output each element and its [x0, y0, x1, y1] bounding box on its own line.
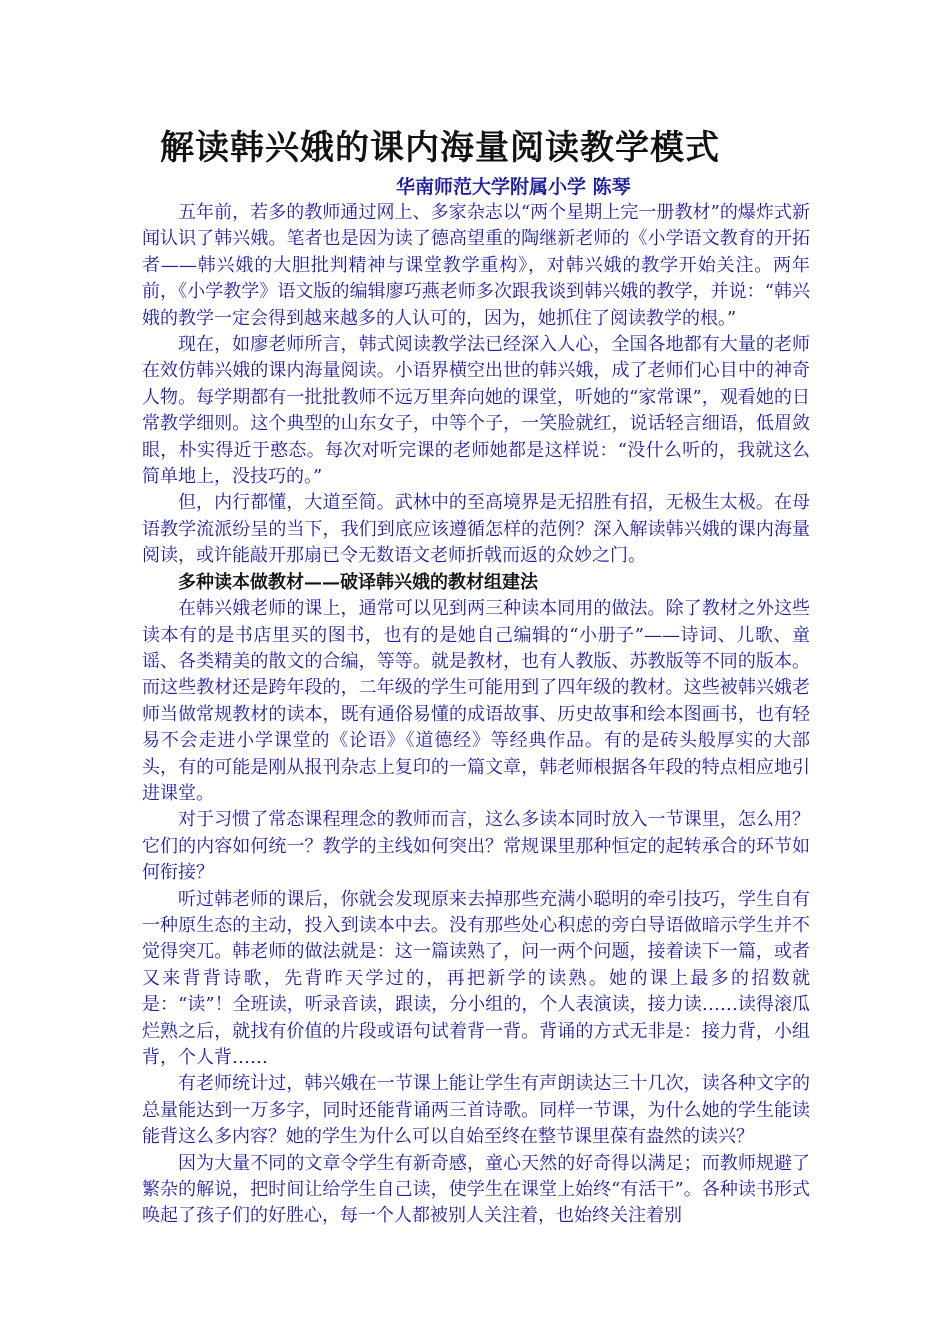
section-heading: 多种读本做教材——破译韩兴娥的教材组建法 [178, 571, 538, 593]
document-author: 华南师范大学附属小学 陈琴 [396, 176, 631, 198]
paragraph: 五年前，若多的教师通过网上、多家杂志以“两个星期上完一册教材”的爆炸式新闻认识了韩兴娥。笔者也是因为读了德高望重的陶继新老师的《小学语文教育的开拓者——韩兴娥的大胆批判精神与课堂教学重构》，对韩兴娥的教学开始关注。两年前，《小学教学》语文版的编辑廖巧燕老师多次跟我谈到韩兴娥的教学，并说：“韩兴娥的教学一定会得到越来越多的人认可的，因为，她抓住了阅读教学的根。” [142, 202, 810, 329]
document-body [142, 200, 810, 1230]
paragraph: 听过韩老师的课后，你就会发现原来去掉那些充满小聪明的牵引技巧，学生自有一种原生态的主动，投入到读本中去。没有那些处心积虑的旁白导语做暗示学生并不觉得突兀。韩老师的做法就是：这一篇读熟了，问一两个问题，接着读下一篇，或者又来背背诗歌，先背昨天学过的，再把新学的读熟。她的课上最多的招数就是：“读”！全班读，听录音读，跟读，分小组的，个人表演读，接力读……读得滚瓜烂熟之后，就找有价值的片段或语句试着背一背。背诵的方式无非是：接力背，小组背，个人背…… [142, 888, 810, 1068]
paragraph: 因为大量不同的文章令学生有新奇感，童心天然的好奇得以满足；而教师规避了繁杂的解说，把时间让给学生自己读，使学生在课堂上始终“有活干”。各种读书形式唤起了孩子们的好胜心，每一个人都被别人关注着，也始终关注着别 [142, 1152, 810, 1227]
paragraph: 但，内行都懂，大道至简。武林中的至高境界是无招胜有招，无极生太极。在母语教学流派纷呈的当下，我们到底应该遵循怎样的范例？深入解读韩兴娥的课内海量阅读，或许能敲开那扇已令无数语文老师折戟而返的众妙之门。 [142, 492, 810, 567]
paragraph: 有老师统计过，韩兴娥在一节课上能让学生有声朗读达三十几次，读各种文字的总量能达到一万多字，同时还能背诵两三首诗歌。同样一节课，为什么她的学生能读能背这么多内容？她的学生为什么可以自始至终在整节课里葆有盎然的读兴？ [142, 1073, 810, 1148]
paragraph: 在韩兴娥老师的课上，通常可以见到两三种读本同用的做法。除了教材之外这些读本有的是书店里买的图书，也有的是她自己编辑的“小册子”——诗词、儿歌、童谣、各类精美的散文的合编，等等。就是教材，也有人教版、苏教版等不同的版本。而这些教材还是跨年段的，二年级的学生可能用到了四年级的教材。这些被韩兴娥老师当做常规教材的读本，既有通俗易懂的成语故事、历史故事和绘本图画书，也有轻易不会走进小学课堂的《论语》《道德经》等经典作品。有的是砖头般厚实的大部头，有的可能是刚从报刊杂志上复印的一篇文章，韩老师根据各年段的特点相应地引进课堂。 [142, 598, 810, 804]
paragraph: 现在，如廖老师所言，韩式阅读教学法已经深入人心，全国各地都有大量的老师在效仿韩兴娥的课内海量阅读。小语界横空出世的韩兴娥，成了老师们心目中的神奇人物。每学期都有一批批教师不远万里奔向她的课堂，听她的“家常课”，观看她的日常教学细则。这个典型的山东女子，中等个子，一笑脸就红，说话轻言细语，低眉敛眼，朴实得近于憨态。每次对听完课的老师她都是这样说：“没什么听的，我就这么简单地上，没技巧的。” [142, 334, 810, 488]
paragraph: 对于习惯了常态课程理念的教师而言，这么多读本同时放入一节课里，怎么用？它们的内容如何统一？教学的主线如何突出？常规课里那种恒定的起转承合的环节如何衔接？ [142, 809, 810, 884]
document-title: 解读韩兴娥的课内海量阅读教学模式 [160, 128, 720, 168]
